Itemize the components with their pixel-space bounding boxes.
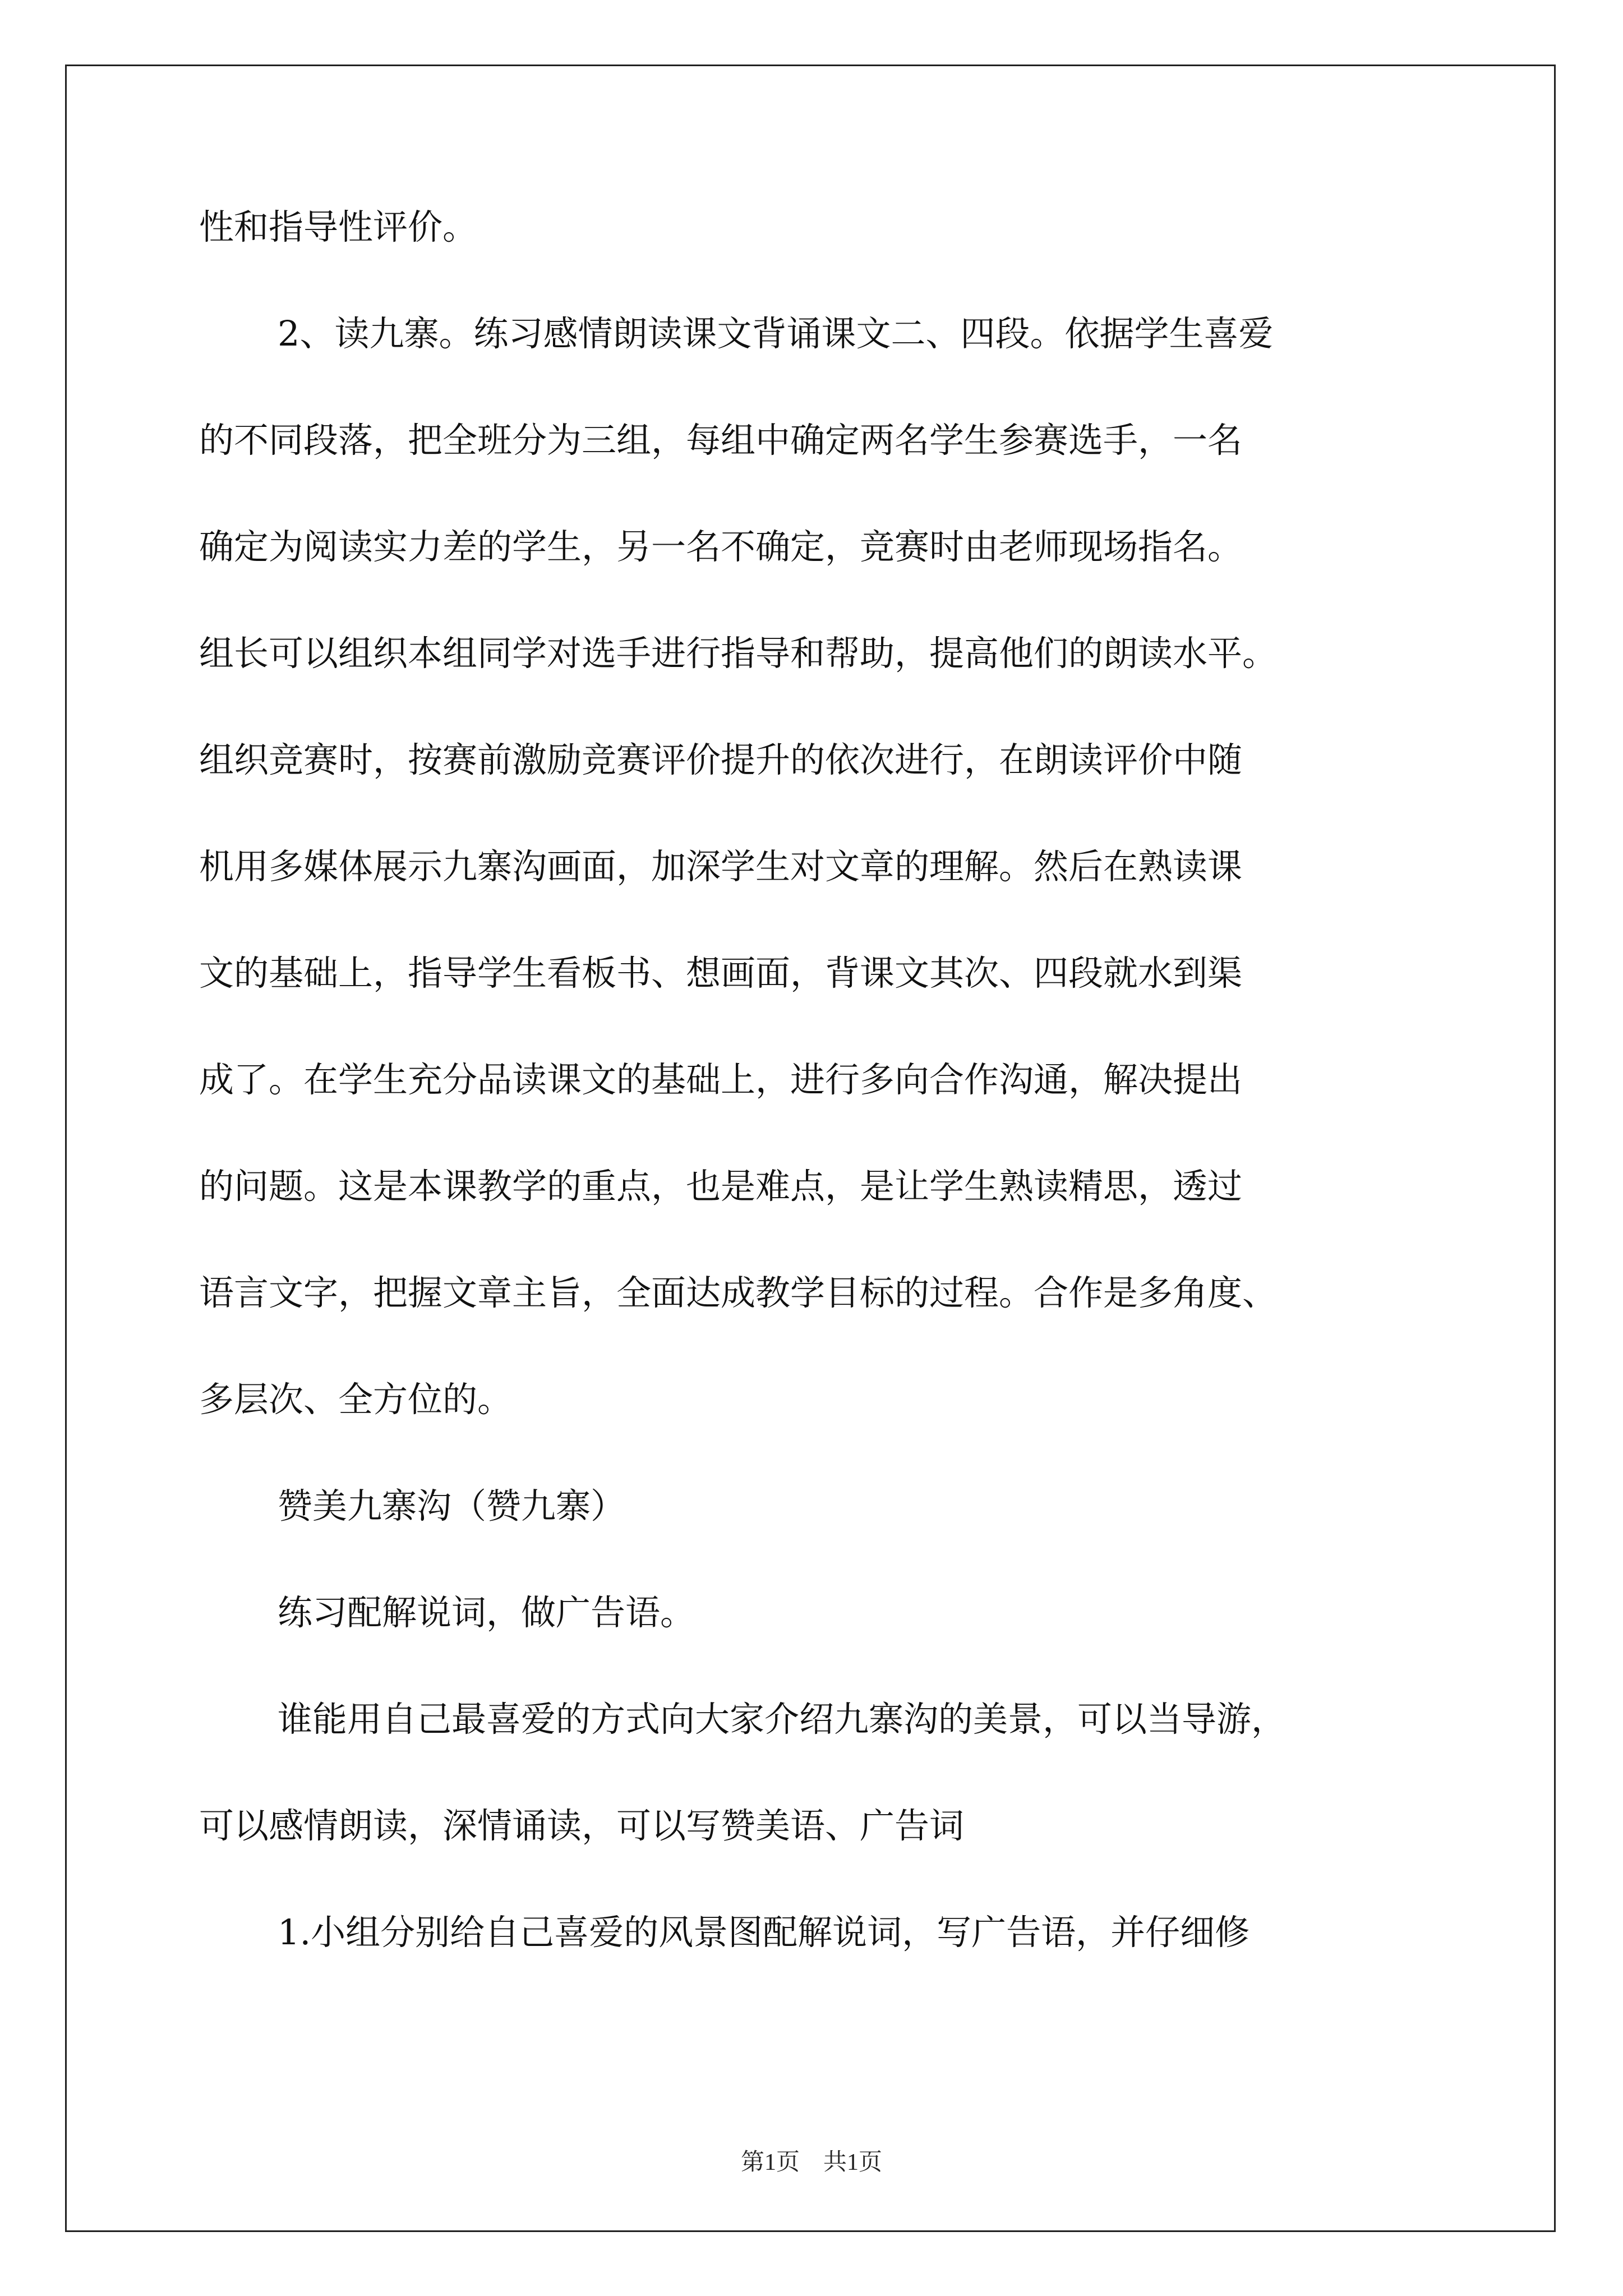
text-line: 可以感情朗读，深情诵读，可以写赞美语、广告词 — [199, 1805, 965, 1846]
page-footer: 第1页 共1页 — [740, 2150, 882, 2175]
paragraph-start-line: 谁能用自己最喜爱的方式向大家介绍九寨沟的美景，可以当导游， — [278, 1699, 1287, 1740]
paragraph-start-line: 练习配解说词，做广告语。 — [278, 1592, 695, 1633]
text-line: 确定为阅读实力差的学生，另一名不确定，竞赛时由老师现场指名。 — [199, 526, 1243, 567]
text-line: 文的基础上，指导学生看板书、想画面，背课文其次、四段就水到渠 — [199, 953, 1243, 993]
text-line: 语言文字，把握文章主旨，全面达成教学目标的过程。合作是多角度、 — [199, 1272, 1278, 1313]
text-line: 的问题。这是本课教学的重点，也是难点，是让学生熟读精思，透过 — [199, 1166, 1243, 1207]
text-line: 组织竞赛时，按赛前激励竞赛评价提升的依次进行，在朗读评价中随 — [199, 739, 1243, 780]
text-line: 成了。在学生充分品读课文的基础上，进行多向合作沟通，解决提出 — [199, 1059, 1243, 1100]
paragraph-start-line: 2、读九寨。练习感情朗读课文背诵课文二、四段。依据学生喜爱 — [278, 313, 1274, 354]
text-line: 的不同段落，把全班分为三组，每组中确定两名学生参赛选手，一名 — [199, 420, 1243, 461]
text-line: 机用多媒体展示九寨沟画面，加深学生对文章的理解。然后在熟读课 — [199, 846, 1243, 887]
text-line: 性和指导性评价。 — [199, 206, 478, 247]
paragraph-start-line: 1.小组分别给自己喜爱的风景图配解说词，写广告语，并仔细修 — [278, 1912, 1250, 1953]
section-heading: 赞美九寨沟（赞九寨） — [278, 1485, 626, 1526]
text-line: 组长可以组织本组同学对选手进行指导和帮助，提高他们的朗读水平。 — [199, 633, 1278, 674]
text-line: 多层次、全方位的。 — [199, 1379, 513, 1420]
